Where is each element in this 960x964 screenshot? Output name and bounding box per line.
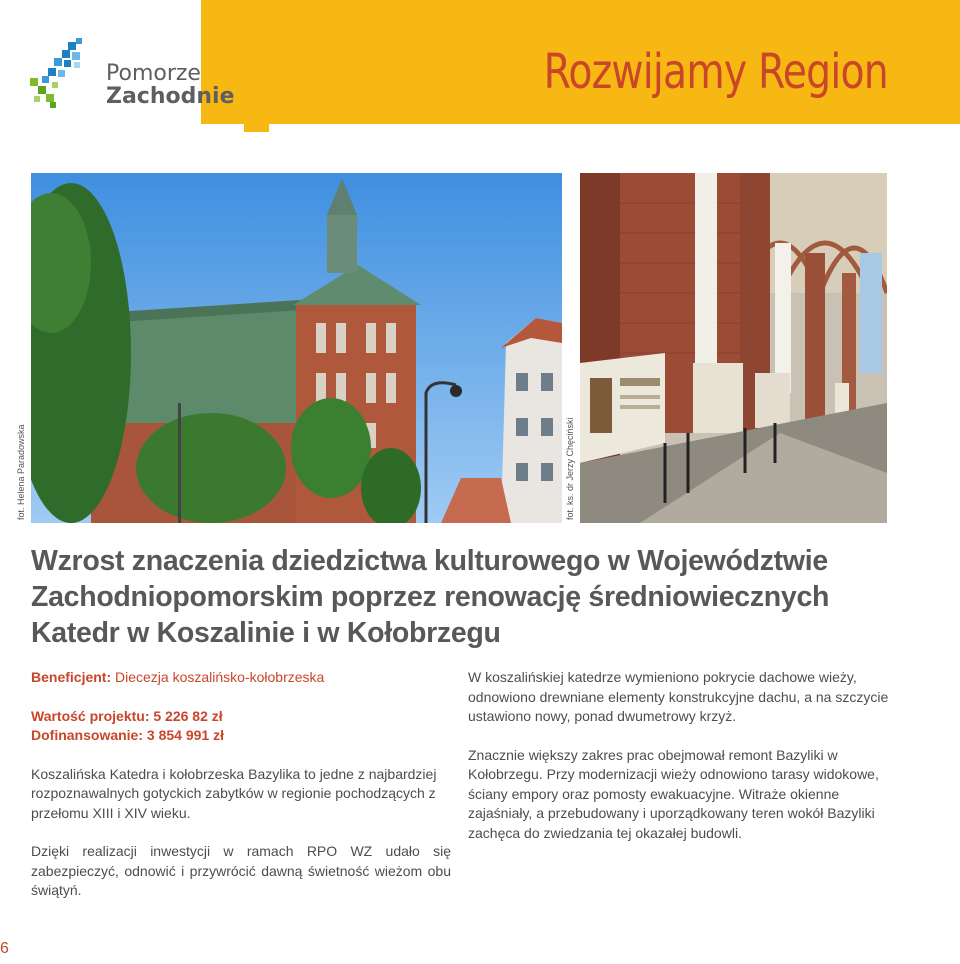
beneficiary-label: Beneficjent:	[31, 669, 112, 685]
beneficiary-value: Diecezja koszalińsko-kołobrzeska	[115, 669, 325, 685]
right-column	[468, 668, 890, 843]
body-paragraph: W koszalińskiej katedrze wymieniono pokrycie dachowe wieży, odnowiono drewniane elementy konstrukcyjne dachu, a na szczycie ustawiono nowy, ponad dwumetrowy krzyż.	[468, 669, 889, 724]
article-headline: Wzrost znaczenia dziedzictwa kulturowego w Województwie Zachodniopomorskim poprzez renowację średniowiecznych Katedr w Koszalinie i w Kołobrzegu	[31, 545, 830, 649]
body-paragraph: Znacznie większy zakres prac obejmował remont Bazyliki w Kołobrzegu. Przy modernizacji wieży odnowiono tarasy widokowe, ściany empory oraz pomosty ewakuacyjne. Witraże okienne zajaśniały, a przebudowany i uporządkowany teren wokół Bazyliki zachęca do zwiedzania tej okazałej budowli.	[468, 746, 879, 841]
photo-credit-left: fot. Helena Paradowska	[16, 424, 26, 520]
body-paragraph: Dzięki realizacji inwestycji w ramach RPO WZ udało się zabezpieczyć, odnowić i przywrócić dawną świetność wieżom obu świątyń.	[31, 843, 451, 898]
cofinancing-value: Dofinansowanie: 3 854 991 zł	[31, 727, 224, 743]
body-paragraph: Koszalińska Katedra i kołobrzeska Bazylika to jedne z najbardziej rozpoznawalnych gotyckich zabytków w regionie pochodzących z przełomu XIII i XIV wieku.	[31, 765, 437, 821]
page-number: 6	[0, 940, 9, 957]
pomorze-zachodnie-logo	[28, 38, 235, 113]
photo-credit-right: fot. ks. dr Jerzy Chęciński	[565, 417, 575, 520]
banner-title: Rozwijamy Region	[543, 44, 888, 100]
beneficiary-line	[31, 668, 451, 688]
logo-text-zachodnie: Zachodnie	[106, 84, 235, 109]
cathedral-exterior-photo	[31, 173, 562, 523]
left-column	[31, 668, 451, 901]
logo-text-pomorze: Pomorze	[106, 61, 201, 86]
decor-square	[244, 107, 269, 132]
basilica-interior-photo	[580, 173, 887, 523]
logo-mark-icon	[28, 38, 98, 110]
project-value: Wartość projektu: 5 226 82 zł	[31, 707, 223, 724]
